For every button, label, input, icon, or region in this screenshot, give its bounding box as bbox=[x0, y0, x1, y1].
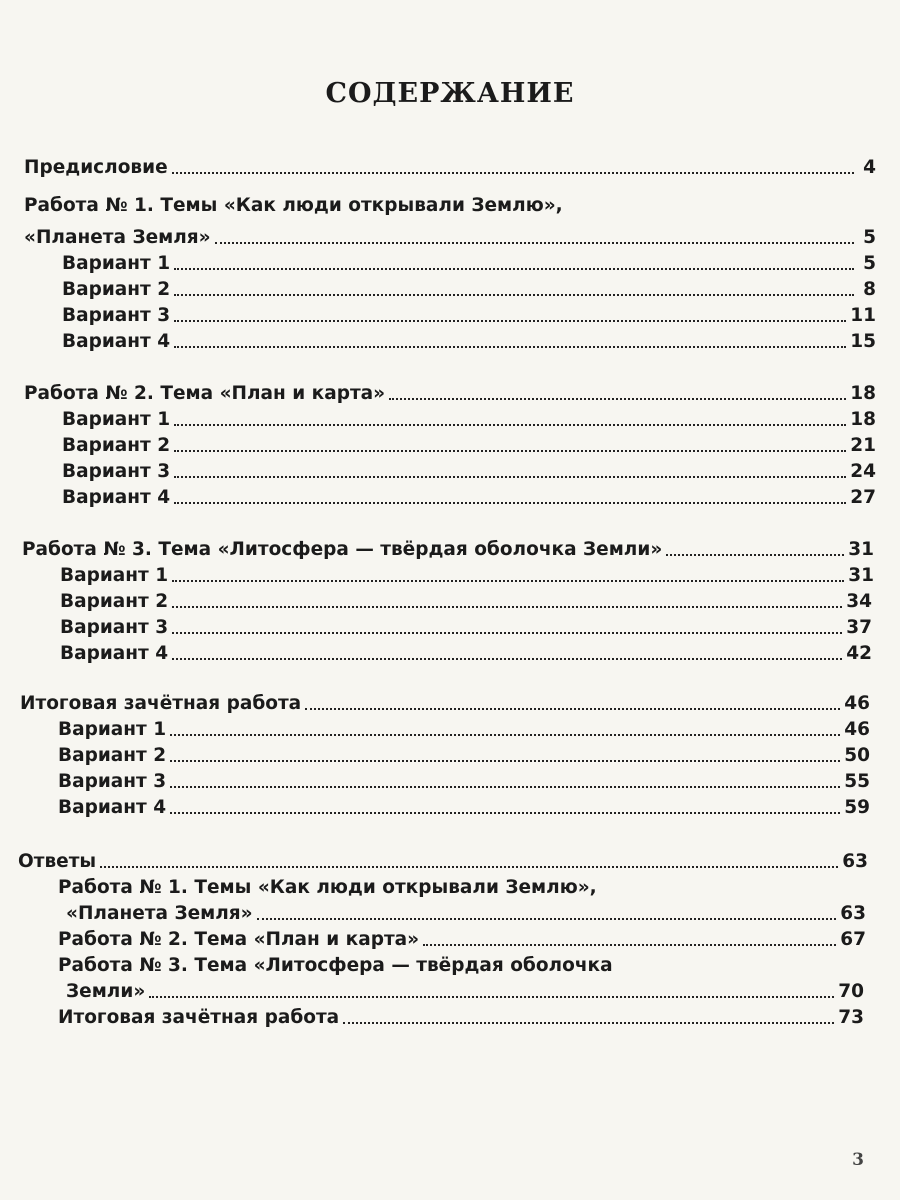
toc-entry-title: Вариант 2 bbox=[60, 591, 169, 612]
dot-leader bbox=[170, 760, 840, 762]
toc-entry-title: Вариант 3 bbox=[58, 771, 167, 792]
dot-leader bbox=[174, 294, 854, 296]
dot-leader bbox=[172, 632, 842, 634]
toc-entry-variant bbox=[62, 404, 876, 432]
toc-entry-title: Вариант 1 bbox=[60, 565, 169, 586]
toc-entry-work3 bbox=[22, 534, 874, 562]
dot-leader bbox=[174, 502, 846, 504]
toc-entry-variant bbox=[58, 714, 870, 742]
toc-entry-answers-work3-line1 bbox=[58, 950, 866, 978]
toc-entry-variant bbox=[60, 612, 872, 640]
toc-entry-title: Вариант 3 bbox=[62, 305, 171, 326]
toc-entry-work1-line1 bbox=[24, 190, 876, 218]
toc-entry-title: Работа № 2. Тема «План и карта» bbox=[24, 383, 386, 404]
toc-entry-title: Работа № 1. Темы «Как люди открывали Землю», bbox=[24, 195, 563, 216]
toc-page-number: 46 bbox=[844, 693, 870, 714]
toc-entry-variant bbox=[62, 430, 876, 458]
toc-entry-variant bbox=[60, 586, 872, 614]
toc-entry-title: Работа № 3. Тема «Литосфера — твёрдая оболочка Земли» bbox=[22, 539, 663, 560]
toc-page-number: 27 bbox=[850, 487, 876, 508]
toc-entry-answers-work3 bbox=[66, 976, 864, 1004]
toc-entry-title: «Планета Земля» bbox=[66, 903, 253, 924]
toc-entry-title: Вариант 1 bbox=[62, 409, 171, 430]
toc-entry-title: Предисловие bbox=[24, 157, 168, 178]
toc-entry-variant bbox=[62, 274, 876, 302]
toc-entry-answers-work1 bbox=[66, 898, 866, 926]
toc-page-number: 73 bbox=[838, 1007, 864, 1028]
toc-page-number: 67 bbox=[840, 929, 866, 950]
toc-entry-answers-work2 bbox=[58, 924, 866, 952]
toc-entry-title: Ответы bbox=[18, 851, 97, 872]
dot-leader bbox=[100, 866, 838, 868]
dot-leader bbox=[215, 242, 854, 244]
toc-page-number: 70 bbox=[838, 981, 864, 1002]
toc-entry-title: Вариант 3 bbox=[60, 617, 169, 638]
toc-entry-title: Вариант 4 bbox=[58, 797, 167, 818]
toc-page-number: 5 bbox=[863, 227, 876, 248]
dot-leader bbox=[172, 658, 842, 660]
toc-entry-title: Вариант 1 bbox=[58, 719, 167, 740]
page-title: СОДЕРЖАНИЕ bbox=[325, 78, 575, 109]
toc-entry-title: Вариант 4 bbox=[62, 487, 171, 508]
toc-entry-work2 bbox=[24, 378, 876, 406]
toc-entry-variant bbox=[62, 482, 876, 510]
dot-leader bbox=[170, 734, 840, 736]
toc-page-number: 37 bbox=[846, 617, 872, 638]
dot-leader bbox=[174, 346, 846, 348]
dot-leader bbox=[423, 944, 836, 946]
dot-leader bbox=[172, 172, 854, 174]
toc-entry-variant bbox=[62, 248, 876, 276]
toc-page-number: 50 bbox=[844, 745, 870, 766]
toc-page-number: 21 bbox=[850, 435, 876, 456]
dot-leader bbox=[174, 476, 846, 478]
toc-entry-title: Вариант 2 bbox=[58, 745, 167, 766]
toc-entry-variant bbox=[60, 560, 874, 588]
toc-entry-title: Вариант 2 bbox=[62, 435, 171, 456]
dot-leader bbox=[174, 450, 846, 452]
toc-page-number: 18 bbox=[850, 383, 876, 404]
toc-entry-title: Работа № 1. Темы «Как люди открывали Землю», bbox=[58, 877, 597, 898]
toc-entry-title: Вариант 2 bbox=[62, 279, 171, 300]
dot-leader bbox=[389, 398, 846, 400]
toc-entry-title: Итоговая зачётная работа bbox=[58, 1007, 340, 1028]
toc-page-number: 5 bbox=[863, 253, 876, 274]
toc-entry-work1 bbox=[24, 222, 876, 250]
toc-entry-title: Вариант 1 bbox=[62, 253, 171, 274]
toc-entry-title: «Планета Земля» bbox=[24, 227, 211, 248]
toc-entry-title: Вариант 3 bbox=[62, 461, 171, 482]
toc-entry-variant bbox=[62, 300, 876, 328]
dot-leader bbox=[174, 424, 846, 426]
dot-leader bbox=[172, 580, 844, 582]
dot-leader bbox=[170, 812, 840, 814]
toc-entry-variant bbox=[58, 792, 870, 820]
toc-page-number: 42 bbox=[846, 643, 872, 664]
toc-page-number: 31 bbox=[848, 565, 874, 586]
toc-entry-title: Работа № 3. Тема «Литосфера — твёрдая оболочка bbox=[58, 955, 613, 976]
toc-page-number: 63 bbox=[842, 851, 868, 872]
toc-page-number: 8 bbox=[863, 279, 876, 300]
toc-page-number: 11 bbox=[850, 305, 876, 326]
dot-leader bbox=[170, 786, 840, 788]
toc-entry-title: Работа № 2. Тема «План и карта» bbox=[58, 929, 420, 950]
toc-entry-variant bbox=[58, 766, 870, 794]
dot-leader bbox=[174, 268, 854, 270]
toc-page-number: 31 bbox=[848, 539, 874, 560]
toc-page-number: 55 bbox=[844, 771, 870, 792]
toc-page-number: 59 bbox=[844, 797, 870, 818]
toc-page-number: 18 bbox=[850, 409, 876, 430]
toc-entry-preface bbox=[24, 152, 876, 180]
toc-entry-final bbox=[20, 688, 870, 716]
toc-entry-answers bbox=[18, 846, 868, 874]
dot-leader bbox=[149, 996, 834, 998]
toc-page-number: 46 bbox=[844, 719, 870, 740]
toc-entry-title: Вариант 4 bbox=[62, 331, 171, 352]
toc-entry-title: Земли» bbox=[66, 981, 146, 1002]
toc-entry-title: Итоговая зачётная работа bbox=[20, 693, 302, 714]
dot-leader bbox=[666, 554, 844, 556]
dot-leader bbox=[174, 320, 846, 322]
page-number: 3 bbox=[852, 1150, 864, 1170]
toc-page-number: 4 bbox=[863, 157, 876, 178]
toc-entry-variant bbox=[60, 638, 872, 666]
toc-page-number: 34 bbox=[846, 591, 872, 612]
dot-leader bbox=[257, 918, 837, 920]
toc-entry-answers-work1-line1 bbox=[58, 872, 868, 900]
dot-leader bbox=[172, 606, 842, 608]
toc-entry-variant bbox=[62, 456, 876, 484]
toc-page-number: 15 bbox=[850, 331, 876, 352]
toc-entry-variant bbox=[62, 326, 876, 354]
dot-leader bbox=[305, 708, 840, 710]
toc-entry-variant bbox=[58, 740, 870, 768]
toc-entry-answers-final bbox=[58, 1002, 864, 1030]
dot-leader bbox=[343, 1022, 834, 1024]
toc-page-number: 24 bbox=[850, 461, 876, 482]
toc-entry-title: Вариант 4 bbox=[60, 643, 169, 664]
toc-page-number: 63 bbox=[840, 903, 866, 924]
